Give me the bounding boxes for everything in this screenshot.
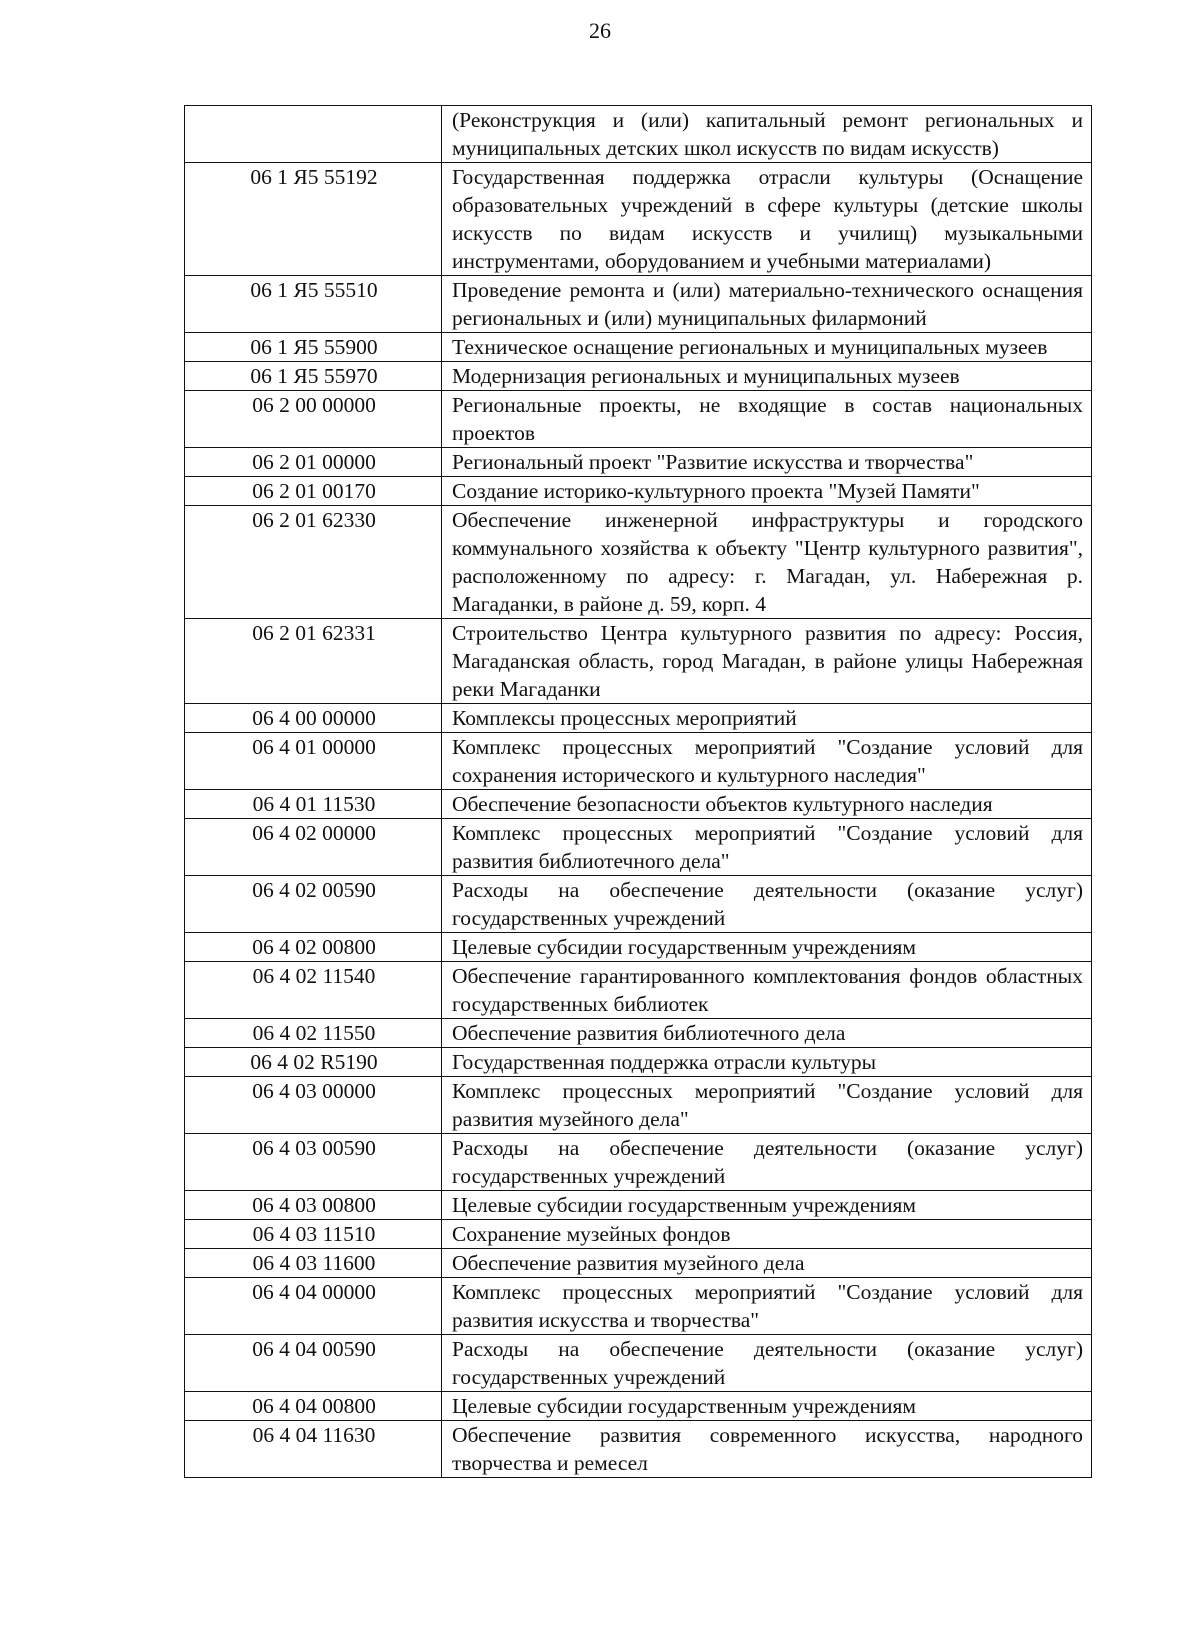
row-code: 06 2 00 00000 (185, 391, 442, 448)
table-row (185, 962, 1092, 1019)
row-description: Комплекс процессных мероприятий "Создание условий для развития искусства и творчества" (442, 1278, 1092, 1335)
row-description: Региональный проект "Развитие искусства и творчества" (442, 448, 1092, 477)
row-description: Сохранение музейных фондов (442, 1220, 1092, 1249)
row-code: 06 4 04 11630 (185, 1421, 442, 1478)
row-code: 06 4 00 00000 (185, 704, 442, 733)
row-code: 06 4 04 00590 (185, 1335, 442, 1392)
table-row (185, 362, 1092, 391)
table-row (185, 933, 1092, 962)
row-code: 06 4 02 00590 (185, 876, 442, 933)
row-code: 06 4 03 11600 (185, 1249, 442, 1278)
row-code: 06 4 01 11530 (185, 790, 442, 819)
row-code (185, 106, 442, 163)
row-description: Проведение ремонта и (или) материально-технического оснащения региональных и (или) муниципальных филармоний (442, 276, 1092, 333)
table-row (185, 1392, 1092, 1421)
row-description: (Реконструкция и (или) капитальный ремонт региональных и муниципальных детских школ искусств по видам искусств) (442, 106, 1092, 163)
row-code: 06 4 02 11540 (185, 962, 442, 1019)
row-code: 06 4 02 R5190 (185, 1048, 442, 1077)
row-description: Обеспечение развития современного искусства, народного творчества и ремесел (442, 1421, 1092, 1478)
table-row (185, 333, 1092, 362)
table-row (185, 704, 1092, 733)
row-code: 06 1 Я5 55192 (185, 163, 442, 276)
row-code: 06 4 02 00800 (185, 933, 442, 962)
row-code: 06 4 04 00000 (185, 1278, 442, 1335)
row-code: 06 4 03 00590 (185, 1134, 442, 1191)
table-row (185, 819, 1092, 876)
table-row (185, 1220, 1092, 1249)
table-row (185, 1077, 1092, 1134)
table-row (185, 1019, 1092, 1048)
row-description: Создание историко-культурного проекта "Музей Памяти" (442, 477, 1092, 506)
row-description: Целевые субсидии государственным учреждениям (442, 1191, 1092, 1220)
row-description: Строительство Центра культурного развития по адресу: Россия, Магаданская область, город Магадан, в районе улицы Набережная реки Магаданки (442, 619, 1092, 704)
row-description: Обеспечение развития библиотечного дела (442, 1019, 1092, 1048)
row-description: Обеспечение гарантированного комплектования фондов областных государственных библиотек (442, 962, 1092, 1019)
row-code: 06 4 02 00000 (185, 819, 442, 876)
table-row (185, 1421, 1092, 1478)
table-row (185, 1191, 1092, 1220)
table-row (185, 1249, 1092, 1278)
row-code: 06 1 Я5 55970 (185, 362, 442, 391)
row-code: 06 2 01 00170 (185, 477, 442, 506)
row-code: 06 2 01 62330 (185, 506, 442, 619)
row-code: 06 1 Я5 55900 (185, 333, 442, 362)
table-row (185, 876, 1092, 933)
row-description: Региональные проекты, не входящие в состав национальных проектов (442, 391, 1092, 448)
budget-classification-table (184, 105, 1092, 1478)
row-description: Комплекс процессных мероприятий "Создание условий для сохранения исторического и культурного наследия" (442, 733, 1092, 790)
table-row (185, 391, 1092, 448)
table-row (185, 163, 1092, 276)
row-description: Комплексы процессных мероприятий (442, 704, 1092, 733)
table-row (185, 619, 1092, 704)
row-description: Обеспечение безопасности объектов культурного наследия (442, 790, 1092, 819)
row-description: Государственная поддержка отрасли культуры (Оснащение образовательных учреждений в сфере культуры (детские школы искусств по видам искусств и училищ) музыкальными инструментами, оборудованием и учебными материалами) (442, 163, 1092, 276)
row-description: Техническое оснащение региональных и муниципальных музеев (442, 333, 1092, 362)
row-description: Комплекс процессных мероприятий "Создание условий для развития музейного дела" (442, 1077, 1092, 1134)
table-body (185, 106, 1092, 1478)
row-description: Государственная поддержка отрасли культуры (442, 1048, 1092, 1077)
row-description: Целевые субсидии государственным учреждениям (442, 933, 1092, 962)
table-row (185, 106, 1092, 163)
row-description: Комплекс процессных мероприятий "Создание условий для развития библиотечного дела" (442, 819, 1092, 876)
row-code: 06 4 01 00000 (185, 733, 442, 790)
table-row (185, 1335, 1092, 1392)
table-row (185, 1048, 1092, 1077)
row-description: Расходы на обеспечение деятельности (оказание услуг) государственных учреждений (442, 1134, 1092, 1191)
table-row (185, 448, 1092, 477)
row-code: 06 2 01 62331 (185, 619, 442, 704)
row-code: 06 4 03 00800 (185, 1191, 442, 1220)
row-code: 06 4 03 11510 (185, 1220, 442, 1249)
row-description: Расходы на обеспечение деятельности (оказание услуг) государственных учреждений (442, 1335, 1092, 1392)
table-row (185, 733, 1092, 790)
row-description: Модернизация региональных и муниципальных музеев (442, 362, 1092, 391)
row-code: 06 4 03 00000 (185, 1077, 442, 1134)
table-row (185, 1134, 1092, 1191)
row-code: 06 2 01 00000 (185, 448, 442, 477)
page-number: 26 (589, 18, 611, 43)
row-description: Обеспечение развития музейного дела (442, 1249, 1092, 1278)
row-description: Расходы на обеспечение деятельности (оказание услуг) государственных учреждений (442, 876, 1092, 933)
row-code: 06 4 02 11550 (185, 1019, 442, 1048)
table-row (185, 790, 1092, 819)
row-description: Целевые субсидии государственным учреждениям (442, 1392, 1092, 1421)
table-row (185, 506, 1092, 619)
row-code: 06 1 Я5 55510 (185, 276, 442, 333)
table-row (185, 477, 1092, 506)
row-description: Обеспечение инженерной инфраструктуры и городского коммунального хозяйства к объекту "Центр культурного развития", расположенному по адресу: г. Магадан, ул. Набережная р. Магаданки, в районе д. 59, корп. 4 (442, 506, 1092, 619)
row-code: 06 4 04 00800 (185, 1392, 442, 1421)
table-row (185, 276, 1092, 333)
table-row (185, 1278, 1092, 1335)
